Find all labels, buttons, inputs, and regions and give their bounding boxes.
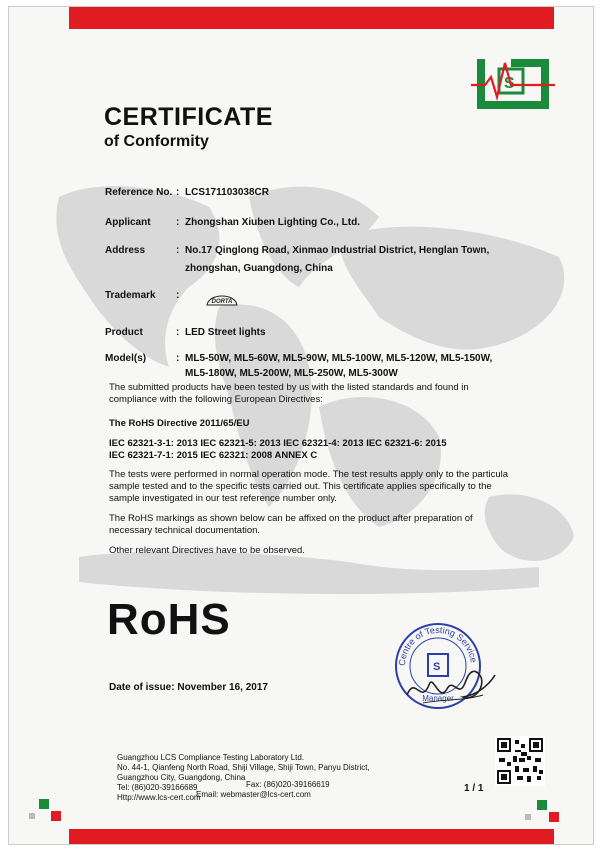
svg-text:S: S	[433, 661, 441, 673]
trademark-logo	[205, 289, 239, 307]
top-red-band	[69, 7, 554, 29]
address-line-2: zhongshan, Guangdong, China	[185, 263, 333, 274]
other-directives: Other relevant Directives have to be observed.	[109, 545, 305, 556]
qr-code	[495, 736, 545, 786]
certificate-page: S CERTIFICATE of Conformity Reference No. : LCS171103038CR Applicant : Zhongshan Xiuben Lighting Co., Ltd. Address : No.17 Qinglong Road, Xinmao Industrial District, Henglan Town, zhongshan, Guangdong, China Trademark : DORTA Product : LED Street lights Model(s) : ML5-50W, ML5-60W, ML5-90W, ML5-100W, ML5-120W, ML5-150W, ML5-180W, ML5-200W, ML5-250W, ML5-300W The submitted products have been tested by us with the listed standards and found in compliance with the following European Directives: The RoHS Directive 2011/65/EU IEC 62321-3-1: 2013 IEC 62321-5: 2013 IEC 62321-4: 2013 IEC 62321-6: 2015 IEC 62321-7-1: 2015 IEC 62321: 2008 ANNEX C The tests were performed in normal operation mode. The test results apply only to the particula sample tested and to the specific tests carried out. This certificate applies specifically to the sample investigated in our test reference number only. The RoHS markings as shown below can be affixed on the product after preparation of necessary technical documentation. Other relevant Directives have to be observed. RoHS Date of issue: November 16, 2017 Centre of Testing Service S Manager Guangzhou LCS Compliance Testing Laboratory Ltd. No. 44-1, Qianfeng North Road, Shiji Village, Shiji Town, Panyu District, Guangzhou City, Guangdong, China Tel: (86)020-39166689 Http://www.lcs-cert.com Fax: (86)020-39166619 Email: webmaster@lcs-cert.com 1 / 1	[8, 6, 594, 845]
tests-line-3: sample investigated in our test reference number only.	[109, 493, 337, 504]
green-square	[39, 799, 49, 809]
lab-address-line-2: Guangzhou City, Guangdong, China	[117, 773, 246, 782]
svg-text:S: S	[504, 75, 515, 92]
markings-line-2: necessary technical documentation.	[109, 525, 261, 536]
svg-text:Centre of Testing Service: Centre of Testing Service	[396, 624, 479, 667]
page-number: 1 / 1	[464, 783, 484, 794]
standards-line-2: IEC 62321-7-1: 2015 IEC 62321: 2008 ANNEX C	[109, 450, 318, 461]
red-square	[549, 812, 559, 822]
product-label: Product	[105, 327, 143, 338]
lab-address-line-1: No. 44-1, Qianfeng North Road, Shiji Village, Shiji Town, Panyu District,	[117, 763, 370, 772]
lcs-logo	[471, 55, 555, 113]
reference-value: LCS171103038CR	[185, 187, 269, 198]
trademark-label: Trademark	[105, 290, 156, 301]
directive: The RoHS Directive 2011/65/EU	[109, 418, 250, 429]
markings-line-1: The RoHS markings as shown below can be affixed on the product after preparation of	[109, 513, 473, 524]
models-line-1: ML5-50W, ML5-60W, ML5-90W, ML5-100W, ML5-120W, ML5-150W,	[185, 353, 493, 364]
signature	[403, 655, 499, 711]
svg-text:DORTA: DORTA	[211, 299, 233, 305]
tests-line-1: The tests were performed in normal operation mode. The test results apply only to the particula	[109, 469, 509, 480]
intro-line-2: compliance with the following European Directives:	[109, 394, 323, 405]
issue-date: Date of issue: November 16, 2017	[109, 682, 268, 693]
rohs-mark: RoHS	[107, 595, 231, 644]
tests-line-2: sample tested and to the specific tests carried out. This certificate applies specifically to the	[109, 481, 492, 492]
address-line-1: No.17 Qinglong Road, Xinmao Industrial District, Henglan Town,	[185, 245, 490, 256]
lab-fax: Fax: (86)020-39166619	[246, 780, 330, 789]
models-label: Model(s)	[105, 353, 147, 364]
address-label: Address	[105, 245, 146, 256]
models-line-2: ML5-180W, ML5-200W, ML5-250W, ML5-300W	[185, 368, 398, 379]
lab-web: Http://www.lcs-cert.com	[117, 793, 201, 802]
certificate-title: CERTIFICATE	[104, 103, 273, 131]
certificate-subtitle: of Conformity	[104, 133, 209, 150]
applicant-label: Applicant	[105, 217, 151, 228]
bottom-red-band	[69, 829, 554, 844]
lab-name: Guangzhou LCS Compliance Testing Laboratory Ltd.	[117, 753, 305, 762]
red-square	[51, 811, 61, 821]
product-value: LED Street lights	[185, 327, 266, 338]
lab-tel: Tel: (86)020-39166689	[117, 783, 198, 792]
lab-email: Email: webmaster@lcs-cert.com	[196, 790, 311, 799]
green-square	[537, 800, 547, 810]
grey-square	[525, 814, 531, 820]
reference-label: Reference No.	[105, 187, 173, 198]
intro-line-1: The submitted products have been tested by us with the listed standards and found in	[109, 382, 469, 393]
applicant-value: Zhongshan Xiuben Lighting Co., Ltd.	[185, 217, 360, 228]
standards-line-1: IEC 62321-3-1: 2013 IEC 62321-5: 2013 IEC 62321-4: 2013 IEC 62321-6: 2015	[109, 438, 447, 449]
svg-text:Manager: Manager	[422, 694, 454, 703]
grey-square	[29, 813, 35, 819]
